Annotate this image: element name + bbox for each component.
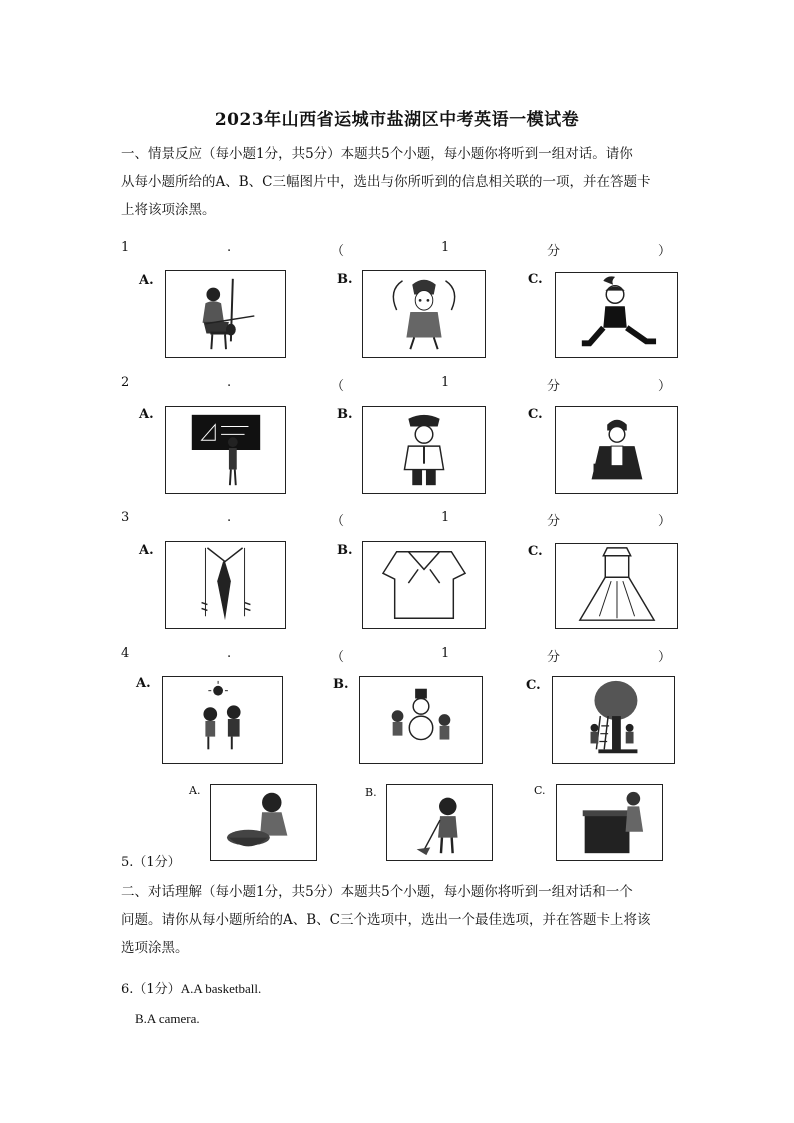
q2-option-a-picture[interactable] [165,406,286,494]
score-value: 1 [441,375,450,390]
section2-line1: 二、对话理解（每小题1分，共5分）本题共5个小题，每小题你将听到一组对话和一个 [121,884,633,900]
sailor-blouse-illustration [363,542,485,628]
score-open-paren: （ [331,650,345,665]
section1-line1: 一、情景反应（每小题1分，共5分）本题共5个小题，每小题你将听到一组对话。请你 [121,146,633,162]
score-open-paren: （ [331,379,345,394]
q5-option-c-picture[interactable] [556,784,663,861]
option-b-label: B. [337,407,353,422]
q6-option-a[interactable]: A.A basketball. [180,981,262,996]
children-with-snowman-illustration [360,677,482,763]
question-number: 1 [121,240,130,255]
score-close-paren: ） [658,244,672,259]
q3-option-c-picture[interactable] [555,543,678,629]
question-dot: . [227,240,232,255]
score-open-paren: （ [331,244,345,259]
q1-option-a-picture[interactable] [165,270,286,358]
option-a-label: A. [136,676,151,691]
option-b-label: B. [365,786,377,799]
page-title: 2023年山西省运城市盐湖区中考英语一模试卷 [214,110,580,130]
score-value: 1 [441,240,450,255]
score-unit: 分 [547,379,561,394]
children-picking-fruit-illustration [553,677,674,763]
option-c-label: C. [528,407,543,422]
q3-option-a-picture[interactable] [165,541,286,629]
policeman-illustration [363,407,485,493]
q6-option-b[interactable]: B.A camera. [135,1011,200,1026]
option-a-label: A. [139,543,154,558]
option-b-label: B. [333,677,349,692]
option-b-label: B. [337,272,353,287]
teacher-at-blackboard-illustration [166,407,285,493]
q5-option-a-picture[interactable] [210,784,317,861]
boy-washing-clothes-illustration [211,785,316,860]
question-4-header [121,646,672,666]
question-dot: . [227,646,232,661]
score-unit: 分 [547,650,561,665]
score-value: 1 [441,646,450,661]
option-c-label: C. [528,544,543,559]
question-dot: . [227,375,232,390]
option-a-label: A. [189,784,201,797]
boy-cleaning-desk-illustration [557,785,662,860]
option-c-label: C. [526,678,541,693]
q4-option-c-picture[interactable] [552,676,675,764]
option-a-label: A. [139,407,154,422]
question-number: 4 [121,646,130,661]
question-6 [121,978,261,997]
q1-option-b-picture[interactable] [362,270,486,358]
peking-opera-performer-illustration [363,271,485,357]
question-dot: . [227,510,232,525]
score-open-paren: （ [331,514,345,529]
children-in-sunshine-illustration [163,677,282,763]
option-b-label: B. [337,543,353,558]
q2-option-c-picture[interactable] [555,406,678,494]
kung-fu-boy-illustration [556,273,677,357]
q2-option-b-picture[interactable] [362,406,486,494]
section1-line2: 从每小题所给的A、B、C三幅图片中，选出与你所听到的信息相关联的一项，并在答题卡 [121,174,651,190]
question-5-label: 5.（1分） [121,855,181,870]
dress-illustration [556,544,677,628]
option-a-label: A. [139,273,154,288]
section1-instructions [121,140,681,224]
question-1-header [121,240,672,260]
section1-line3: 上将该项涂黑。 [121,202,216,218]
score-unit: 分 [547,514,561,529]
shirt-with-tie-illustration [166,542,285,628]
magician-illustration [556,407,677,493]
section2-line3: 选项涂黑。 [121,940,189,956]
question-6-label: 6.（1分） [121,982,181,997]
boy-sweeping-floor-illustration [387,785,492,860]
score-close-paren: ） [658,379,672,394]
score-close-paren: ） [658,514,672,529]
question-2-header [121,375,672,395]
question-number: 2 [121,375,130,390]
score-value: 1 [441,510,450,525]
q4-option-b-picture[interactable] [359,676,483,764]
option-c-label: C. [528,272,543,287]
score-unit: 分 [547,244,561,259]
q1-option-c-picture[interactable] [555,272,678,358]
question-number: 3 [121,510,130,525]
q4-option-a-picture[interactable] [162,676,283,764]
q5-option-b-picture[interactable] [386,784,493,861]
score-close-paren: ） [658,650,672,665]
section2-line2: 问题。请你从每小题所给的A、B、C三个选项中，选出一个最佳选项，并在答题卡上将该 [121,912,651,928]
girl-playing-erhu-illustration [166,271,285,357]
q3-option-b-picture[interactable] [362,541,486,629]
section2-instructions [121,878,681,962]
option-c-label: C. [534,784,546,797]
question-3-header [121,510,672,530]
